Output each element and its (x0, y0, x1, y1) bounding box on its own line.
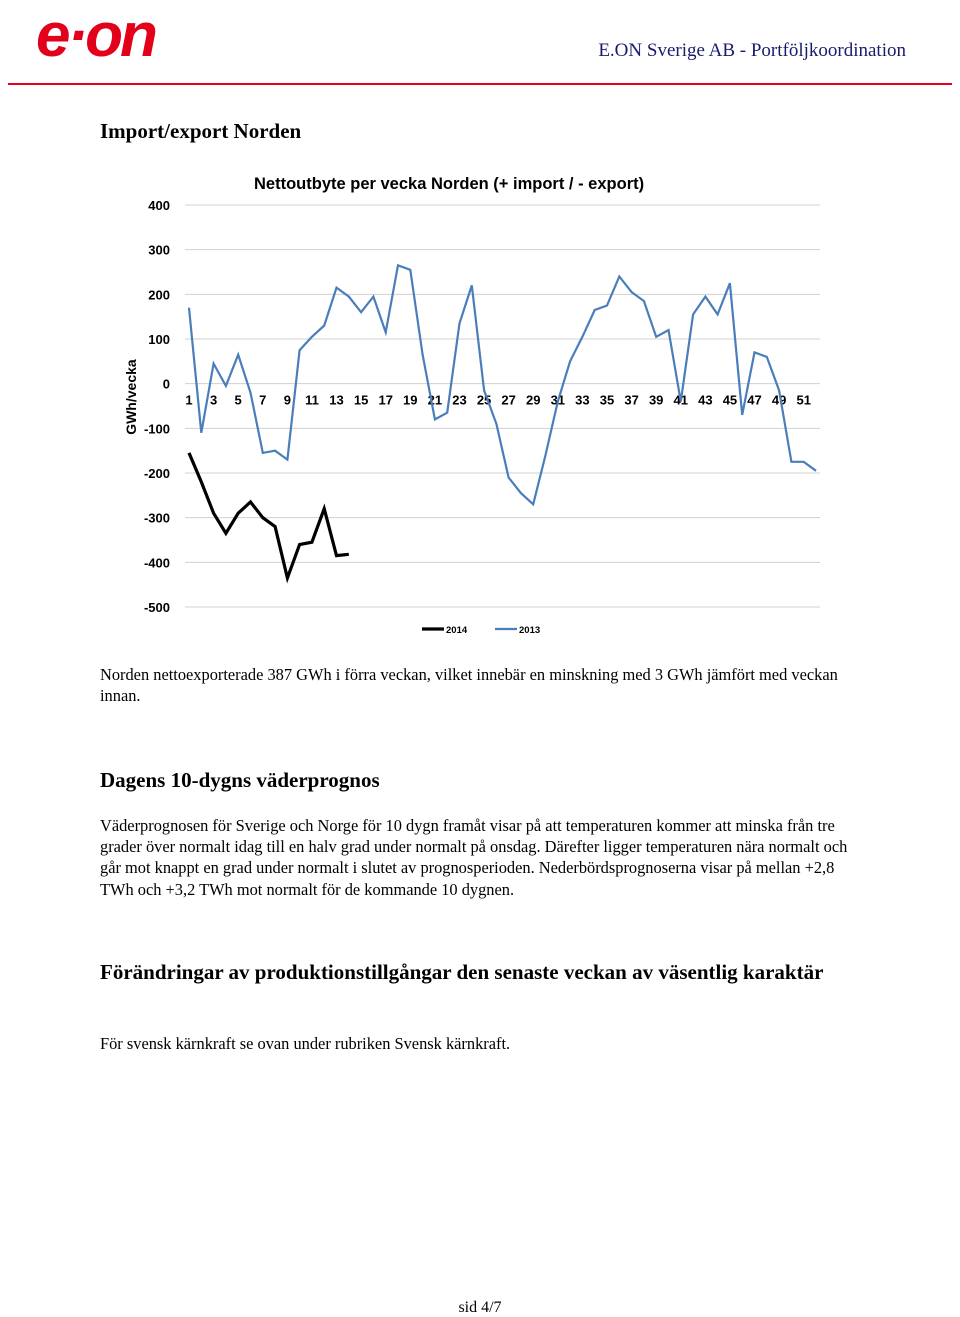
chart-svg (100, 160, 840, 650)
series-line-2013 (189, 265, 816, 504)
production-paragraph: För svensk kärnkraft se ovan under rubriken Svensk kärnkraft. (100, 1034, 511, 1053)
x-tick-label: 35 (599, 392, 615, 408)
section-title-production: Förändringar av produktionstillgångar den senaste veckan av väsentlig karaktär (100, 960, 824, 984)
x-tick-label: 3 (209, 392, 218, 408)
x-tick-label: 17 (378, 392, 393, 408)
chart-caption: Norden nettoexporterade 387 GWh i förra veckan, vilket innebär en minskning med 3 GWh jämfört med veckan innan. (100, 665, 838, 706)
import-export-chart (100, 160, 840, 650)
x-tick-label: 39 (648, 392, 664, 408)
x-tick-label: 11 (305, 392, 319, 408)
eon-logo (36, 1, 236, 70)
x-tick-label: 49 (771, 392, 787, 408)
y-tick-label: -100 (143, 421, 170, 437)
y-tick-label: -500 (143, 600, 170, 615)
x-tick-label: 7 (259, 392, 267, 408)
y-tick-label: 400 (148, 198, 170, 213)
x-tick-label: 33 (575, 392, 590, 408)
header-divider (8, 83, 952, 85)
y-tick-label: 200 (148, 287, 170, 303)
x-tick-label: 19 (403, 392, 418, 408)
x-tick-label: 23 (452, 392, 467, 408)
legend-label-2014: 2014 (446, 625, 468, 636)
y-tick-label: -200 (143, 466, 170, 481)
x-tick-label: 13 (329, 392, 344, 408)
x-tick-label: 37 (624, 392, 639, 408)
y-tick-label: -400 (143, 555, 170, 571)
company-name: E.ON Sverige AB - Portföljkoordination (598, 40, 906, 61)
chart-title: Nettoutbyte per vecka Norden (+ import / - export) (254, 175, 645, 193)
x-tick-label: 41 (673, 392, 688, 408)
weather-paragraph: Väderprognosen för Sverige och Norge för 10 dygn framåt visar på att temperaturen kommer att minska från tre grader över normalt idag till en halv grad under normalt på onsdag. Därefter ligger temperaturen nära normalt och går mot knappt en grad under normalt i slutet av prognosperioden. Nederbördsprognoserna visar på mellan +2,8 TWh och +3,2 TWh mot normalt för de kommande 10 dygnen. (100, 816, 848, 899)
x-tick-label: 5 (234, 392, 242, 408)
page-header (0, 0, 960, 86)
x-tick-label: 1 (185, 392, 193, 408)
section-title-import-export: Import/export Norden (100, 119, 302, 143)
section-title-weather: Dagens 10-dygns väderprognos (100, 768, 380, 792)
series-line-2014 (189, 453, 349, 578)
x-tick-label: 27 (501, 392, 516, 408)
x-tick-label: 47 (747, 392, 762, 408)
x-tick-label: 51 (796, 392, 811, 408)
x-tick-label: 45 (722, 392, 738, 408)
page-number: sid 4/7 (458, 1299, 502, 1316)
logo-text: e·on (36, 1, 155, 70)
y-axis-label: GWh/vecka (123, 359, 139, 435)
y-tick-label: 100 (148, 332, 170, 347)
y-tick-label: 300 (148, 242, 170, 258)
x-tick-label: 25 (476, 392, 492, 408)
x-tick-label: 43 (698, 392, 713, 408)
y-tick-label: 0 (162, 376, 170, 392)
x-tick-label: 31 (550, 392, 566, 408)
x-tick-label: 21 (427, 392, 443, 408)
x-tick-label: 29 (526, 392, 541, 408)
x-tick-label: 15 (353, 392, 369, 408)
legend-label-2013: 2013 (519, 625, 541, 636)
x-tick-label: 9 (283, 392, 291, 408)
y-tick-label: -300 (143, 510, 170, 526)
